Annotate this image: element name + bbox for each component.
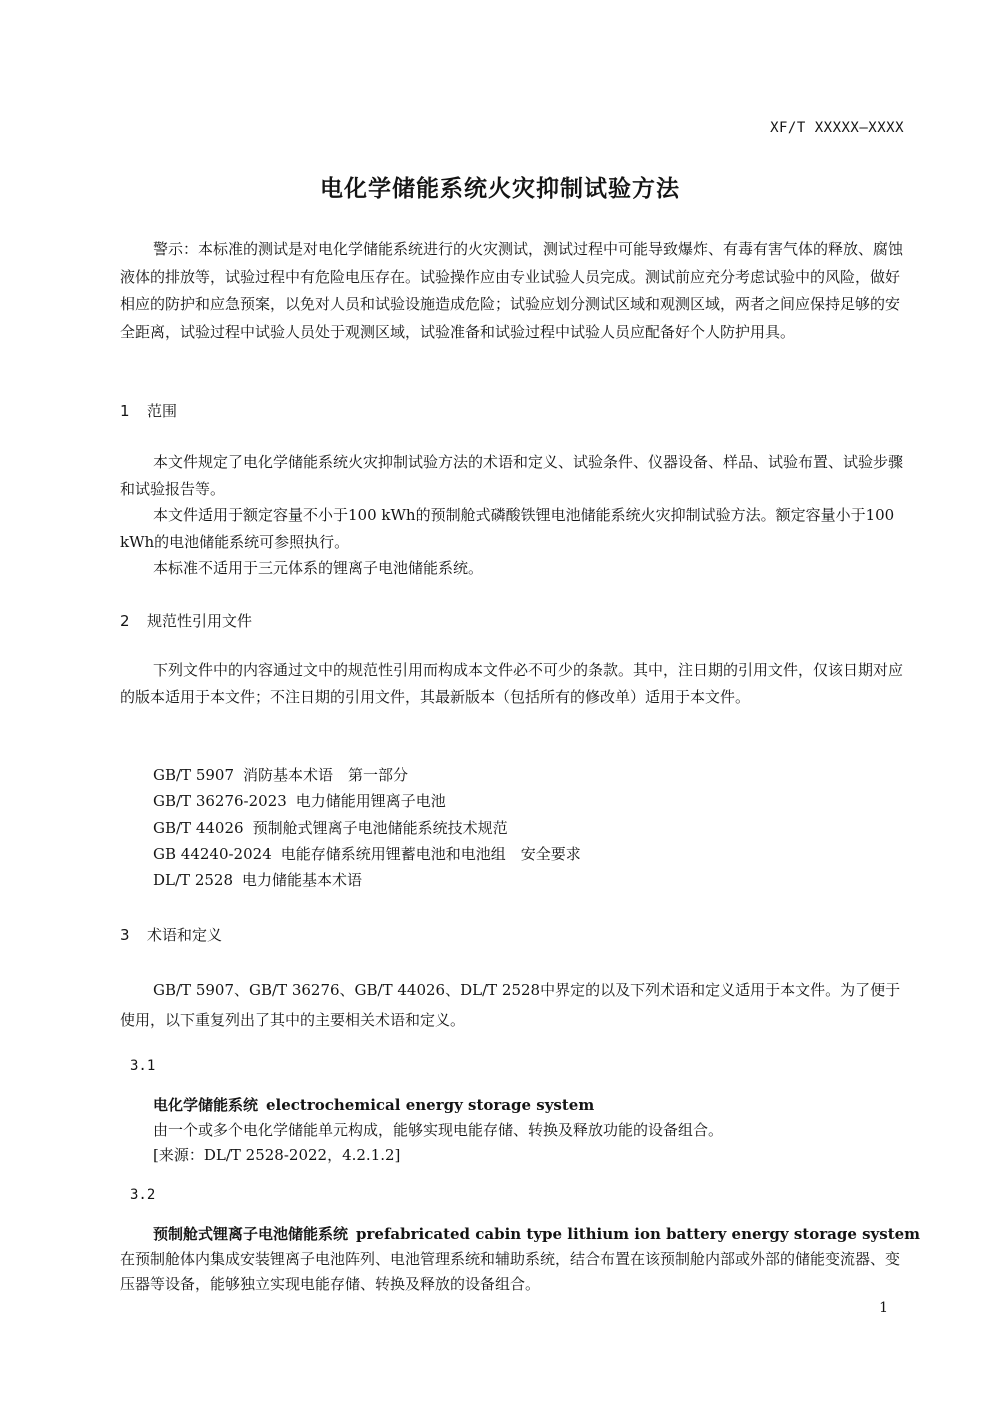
reference-title: 预制舱式锂离子电池储能系统技术规范 bbox=[252, 818, 508, 837]
reference-item bbox=[153, 788, 581, 814]
section-number: 2 bbox=[120, 612, 130, 630]
term-name-zh: 电化学储能系统 bbox=[153, 1096, 259, 1114]
warning-paragraph: 警示：本标准的测试是对电化学储能系统进行的火灾测试，测试过程中可能导致爆炸、有毒有害气体的释放、腐蚀液体的排放等，试验过程中有危险电压存在。试验操作应由专业试验人员完成。测试前应充分考虑试验中的风险，做好相应的防护和应急预案，以免对人员和试验设施造成危险；试验应划分测试区域和观测区域，两者之间应保持足够的安全距离，试验过程中试验人员处于观测区域，试验准备和试验过程中试验人员应配备好个人防护用具。 bbox=[120, 240, 904, 341]
reference-item bbox=[153, 867, 581, 893]
reference-title: 消防基本术语 第一部分 bbox=[243, 766, 409, 784]
section-heading-scope bbox=[120, 400, 177, 421]
scope-paragraph-2: 本文件适用于额定容量不小于100 kWh的预制舱式磷酸铁锂电池储能系统火灾抑制试验方法。额定容量小于100 kWh的电池储能系统可参照执行。 bbox=[120, 506, 895, 551]
term-name-zh: 预制舱式锂离子电池储能系统 bbox=[153, 1225, 349, 1243]
term-entry bbox=[120, 1222, 921, 1297]
clause-number: 3.2 bbox=[130, 1187, 156, 1203]
reference-title: 电能存储系统用锂蓄电池和电池组 安全要求 bbox=[280, 844, 581, 863]
section-heading-normative bbox=[120, 610, 252, 631]
reference-code: GB/T 36276-2023 bbox=[153, 792, 287, 811]
document-id: XF/T XXXXX—XXXX bbox=[770, 120, 904, 136]
clause-number: 3.1 bbox=[130, 1058, 156, 1074]
term-name bbox=[153, 1093, 913, 1118]
scope-paragraph-1: 本文件规定了电化学储能系统火灾抑制试验方法的术语和定义、试验条件、仪器设备、样品、试验布置、试验步骤和试验报告等。 bbox=[120, 453, 904, 498]
reference-list bbox=[153, 762, 581, 893]
reference-code: GB/T 44026 bbox=[153, 818, 244, 837]
reference-item bbox=[153, 762, 581, 788]
scope-paragraph-3: 本标准不适用于三元体系的锂离子电池储能系统。 bbox=[153, 559, 484, 577]
document-title: 电化学储能系统火灾抑制试验方法 bbox=[320, 176, 680, 202]
reference-title: 电力储能基本术语 bbox=[242, 871, 363, 890]
reference-item bbox=[153, 815, 581, 841]
term-source: [来源：DL/T 2528-2022，4.2.1.2] bbox=[153, 1146, 401, 1164]
term-name bbox=[153, 1222, 921, 1247]
reference-title: 电力储能用锂离子电池 bbox=[295, 792, 446, 811]
page-number: 1 bbox=[879, 1300, 888, 1316]
term-name-en: electrochemical energy storage system bbox=[266, 1096, 595, 1114]
term-definition: 在预制舱体内集成安装锂离子电池阵列、电池管理系统和辅助系统，结合布置在该预制舱内部或外部的储能变流器、变压器等设备，能够独立实现电能存储、转换及释放的设备组合。 bbox=[120, 1250, 901, 1293]
reference-item bbox=[153, 841, 581, 867]
term-definition: 由一个或多个电化学储能单元构成，能够实现电能存储、转换及释放功能的设备组合。 bbox=[153, 1121, 724, 1139]
section-title: 范围 bbox=[147, 402, 178, 420]
terms-intro: GB/T 5907、GB/T 36276、GB/T 44026、DL/T 2528中界定的以及下列术语和定义适用于本文件。为了便于使用，以下重复列出了其中的主要相关术语和定义。 bbox=[120, 981, 901, 1029]
term-name-en: prefabricated cabin type lithium ion battery energy storage system bbox=[356, 1225, 921, 1243]
section-title: 术语和定义 bbox=[147, 926, 223, 944]
reference-code: GB/T 5907 bbox=[153, 766, 235, 784]
term-entry bbox=[153, 1093, 913, 1168]
reference-code: DL/T 2528 bbox=[153, 871, 233, 890]
section-number: 1 bbox=[120, 402, 130, 420]
section-title: 规范性引用文件 bbox=[147, 612, 253, 630]
section-heading-terms bbox=[120, 924, 222, 945]
reference-code: GB 44240-2024 bbox=[153, 844, 272, 863]
section-number: 3 bbox=[120, 926, 130, 944]
normative-intro: 下列文件中的内容通过文中的规范性引用而构成本文件必不可少的条款。其中，注日期的引用文件，仅该日期对应的版本适用于本文件；不注日期的引用文件，其最新版本（包括所有的修改单）适用于本文件。 bbox=[120, 661, 904, 706]
